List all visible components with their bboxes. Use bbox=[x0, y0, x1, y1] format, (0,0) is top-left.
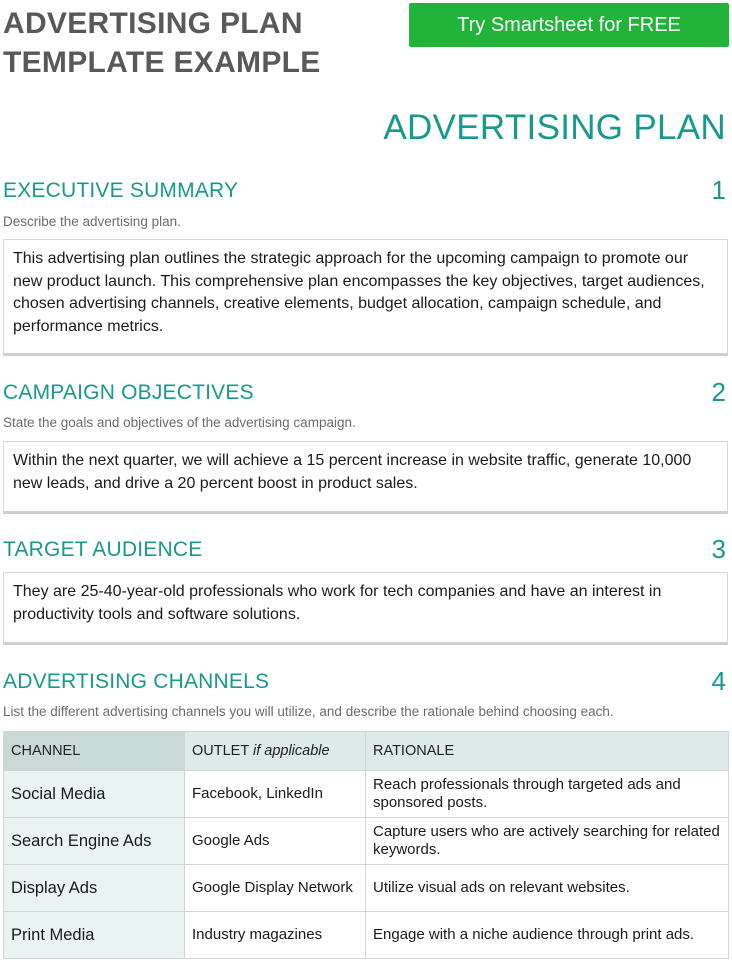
table-header-row bbox=[4, 732, 729, 771]
outlet-header-label: OUTLET bbox=[192, 743, 249, 759]
column-header-channel: CHANNEL bbox=[4, 732, 185, 771]
rationale-cell[interactable]: Capture users who are actively searching for related keywords. bbox=[366, 818, 729, 865]
section-description: List the different advertising channels you will utilize, and describe the rationale behind choosing each. bbox=[3, 704, 614, 719]
executive-summary-text[interactable]: This advertising plan outlines the strategic approach for the upcoming campaign to promote our new product launch. This comprehensive plan encompasses the key objectives, target audiences, chosen advertising channels, creative elements, budget allocation, campaign schedule, and performance metrics. bbox=[3, 239, 728, 356]
section-description: State the goals and objectives of the advertising campaign. bbox=[3, 415, 356, 430]
section-title: CAMPAIGN OBJECTIVES bbox=[3, 381, 254, 404]
section-executive-summary-header bbox=[3, 175, 728, 207]
section-number: 2 bbox=[711, 377, 726, 407]
rationale-cell[interactable]: Utilize visual ads on relevant websites. bbox=[366, 865, 729, 912]
document-title-line2: TEMPLATE EXAMPLE bbox=[3, 46, 321, 79]
section-title: EXECUTIVE SUMMARY bbox=[3, 179, 239, 202]
channel-cell[interactable]: Search Engine Ads bbox=[4, 818, 185, 865]
table-row bbox=[4, 865, 729, 912]
advertising-channels-table bbox=[3, 731, 729, 959]
target-audience-text[interactable]: They are 25-40-year-old professionals who work for tech companies and have an interest in productivity tools and software solutions. bbox=[3, 572, 728, 645]
table-row bbox=[4, 771, 729, 818]
channel-cell[interactable]: Display Ads bbox=[4, 865, 185, 912]
document-title bbox=[3, 4, 321, 82]
try-smartsheet-button[interactable]: Try Smartsheet for FREE bbox=[409, 3, 729, 47]
outlet-cell[interactable]: Industry magazines bbox=[185, 912, 366, 959]
campaign-objectives-text[interactable]: Within the next quarter, we will achieve a 15 percent increase in website traffic, generate 10,000 new leads, and drive a 20 percent boost in product sales. bbox=[3, 441, 728, 514]
section-title: TARGET AUDIENCE bbox=[3, 538, 203, 561]
table-row bbox=[4, 818, 729, 865]
section-target-audience-header bbox=[3, 534, 728, 566]
column-header-rationale: RATIONALE bbox=[366, 732, 729, 771]
column-header-outlet bbox=[185, 732, 366, 771]
outlet-header-note: if applicable bbox=[252, 743, 330, 759]
section-number: 3 bbox=[711, 534, 726, 564]
plan-heading: ADVERTISING PLAN bbox=[383, 108, 726, 147]
section-campaign-objectives-header bbox=[3, 377, 728, 409]
section-title: ADVERTISING CHANNELS bbox=[3, 670, 270, 693]
section-number: 4 bbox=[711, 666, 726, 696]
channel-cell[interactable]: Social Media bbox=[4, 771, 185, 818]
outlet-cell[interactable]: Google Ads bbox=[185, 818, 366, 865]
section-number: 1 bbox=[711, 175, 726, 205]
channel-cell[interactable]: Print Media bbox=[4, 912, 185, 959]
table-row bbox=[4, 912, 729, 959]
outlet-cell[interactable]: Facebook, LinkedIn bbox=[185, 771, 366, 818]
rationale-cell[interactable]: Engage with a niche audience through print ads. bbox=[366, 912, 729, 959]
document-title-line1: ADVERTISING PLAN bbox=[3, 7, 303, 40]
rationale-cell[interactable]: Reach professionals through targeted ads and sponsored posts. bbox=[366, 771, 729, 818]
outlet-cell[interactable]: Google Display Network bbox=[185, 865, 366, 912]
section-advertising-channels-header bbox=[3, 666, 728, 698]
section-description: Describe the advertising plan. bbox=[3, 214, 181, 229]
